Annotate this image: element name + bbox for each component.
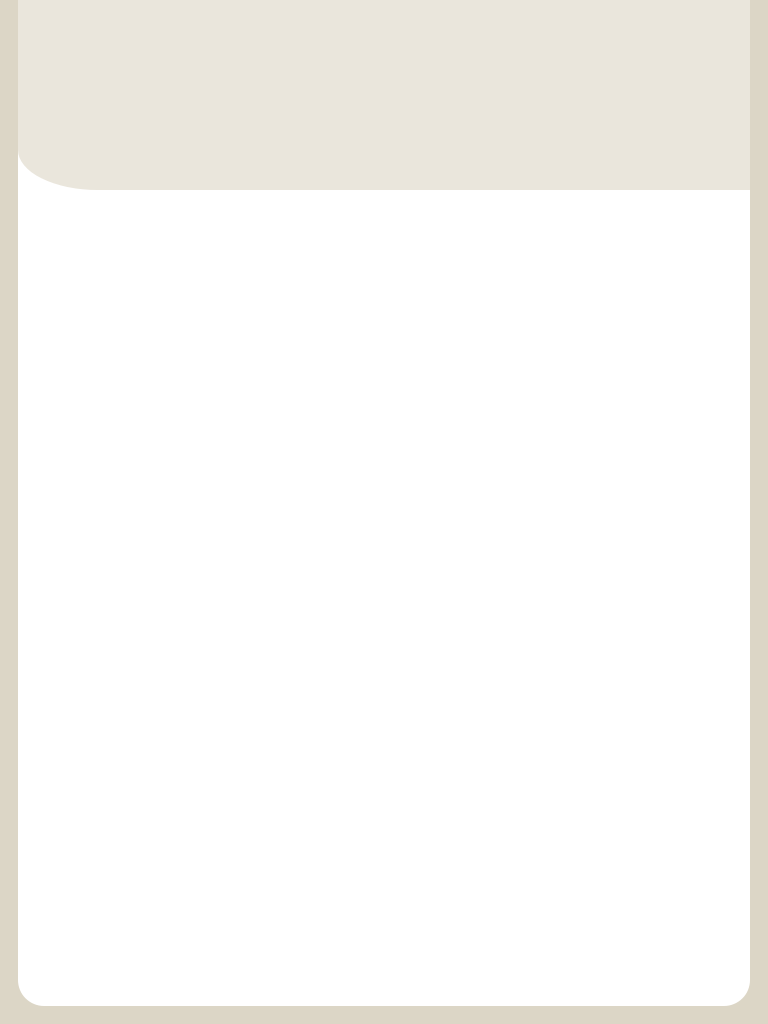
catalogue-page: [18, 0, 750, 1006]
header-band: [18, 0, 750, 190]
